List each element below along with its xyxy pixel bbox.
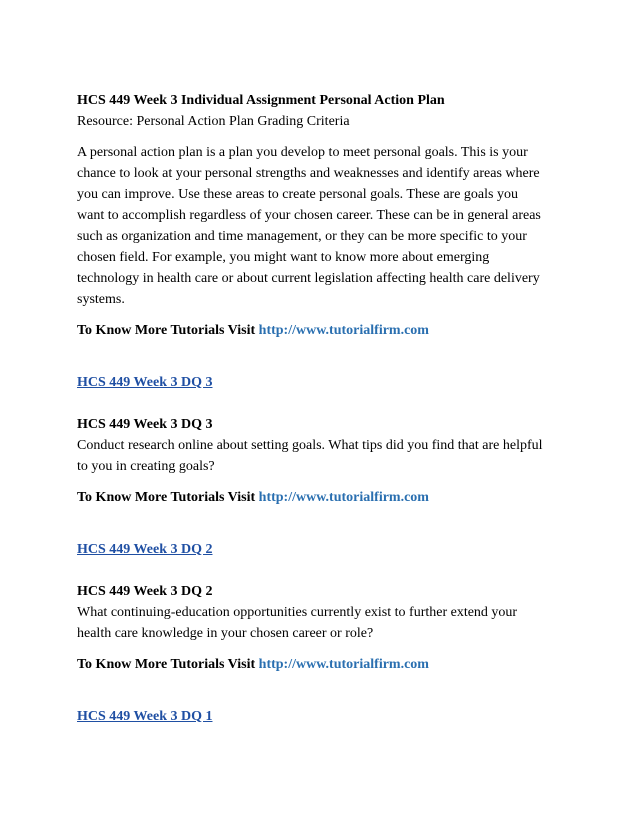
spacer bbox=[77, 132, 567, 142]
paragraph-line: systems. bbox=[77, 292, 125, 307]
dq2-title: HCS 449 Week 3 DQ 2 bbox=[77, 584, 213, 599]
promo-label: To Know More Tutorials Visit bbox=[77, 490, 256, 505]
assignment-title: HCS 449 Week 3 Individual Assignment Personal Action Plan bbox=[77, 93, 445, 108]
paragraph-line: chance to look at your personal strengths and weaknesses and identify areas where bbox=[77, 166, 540, 181]
document-page bbox=[77, 90, 567, 727]
promo-url-link[interactable]: http://www.tutorialfirm.com bbox=[258, 323, 429, 338]
paragraph-line: technology in health care or about current legislation affecting health care delivery bbox=[77, 271, 540, 286]
spacer bbox=[77, 560, 567, 581]
spacer bbox=[77, 508, 567, 539]
promo-url-link[interactable]: http://www.tutorialfirm.com bbox=[258, 657, 429, 672]
spacer bbox=[77, 644, 567, 654]
promo-url-link[interactable]: http://www.tutorialfirm.com bbox=[258, 490, 429, 505]
promo-label: To Know More Tutorials Visit bbox=[77, 657, 256, 672]
spacer bbox=[77, 477, 567, 487]
paragraph-line: chosen field. For example, you might want to know more about emerging bbox=[77, 250, 490, 265]
paragraph-line: you can improve. Use these areas to create personal goals. These are goals you bbox=[77, 187, 518, 202]
spacer bbox=[77, 675, 567, 706]
dq1-heading-link[interactable]: HCS 449 Week 3 DQ 1 bbox=[77, 709, 213, 724]
paragraph-line: want to accomplish regardless of your chosen career. These can be in general areas bbox=[77, 208, 541, 223]
dq2-body-line: health care knowledge in your chosen career or role? bbox=[77, 626, 374, 641]
intro-paragraph bbox=[77, 142, 567, 310]
promo-line bbox=[77, 487, 567, 508]
spacer bbox=[77, 310, 567, 320]
dq2-heading-link[interactable]: HCS 449 Week 3 DQ 2 bbox=[77, 542, 213, 557]
paragraph-line: such as organization and time management, or they can be more specific to your bbox=[77, 229, 527, 244]
dq3-heading-link[interactable]: HCS 449 Week 3 DQ 3 bbox=[77, 375, 213, 390]
dq3-title: HCS 449 Week 3 DQ 3 bbox=[77, 417, 213, 432]
dq2-body-line: What continuing-education opportunities currently exist to further extend your bbox=[77, 605, 518, 620]
dq3-body-line: to you in creating goals? bbox=[77, 459, 215, 474]
promo-label: To Know More Tutorials Visit bbox=[77, 323, 256, 338]
spacer bbox=[77, 341, 567, 372]
dq3-body-line: Conduct research online about setting goals. What tips did you find that are helpful bbox=[77, 438, 543, 453]
promo-line bbox=[77, 320, 567, 341]
spacer bbox=[77, 393, 567, 414]
promo-line bbox=[77, 654, 567, 675]
paragraph-line: A personal action plan is a plan you develop to meet personal goals. This is your bbox=[77, 145, 528, 160]
resource-line: Resource: Personal Action Plan Grading Criteria bbox=[77, 114, 350, 129]
